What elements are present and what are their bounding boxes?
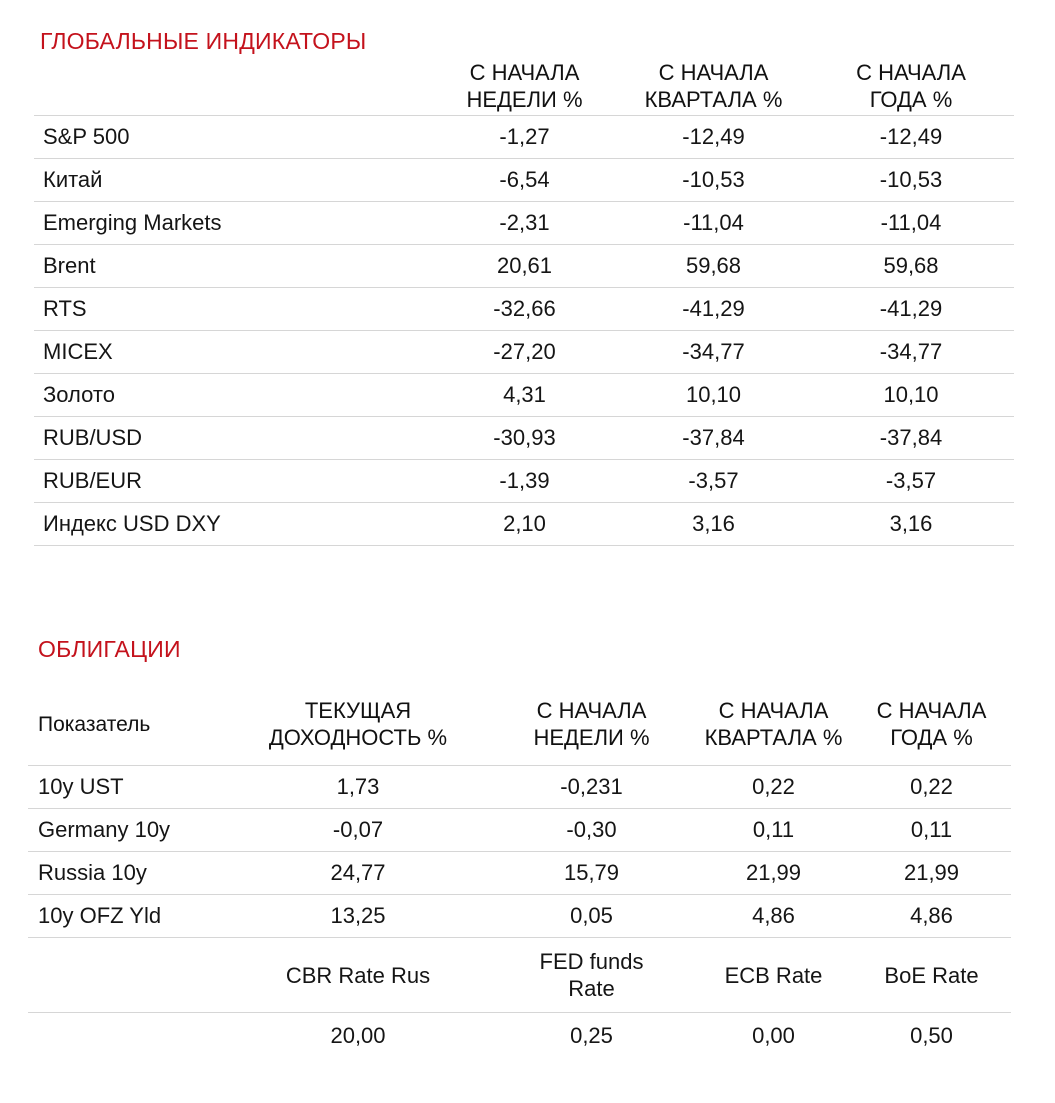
year-value: 0,22: [852, 766, 1011, 809]
week-value: -0,231: [488, 766, 695, 809]
year-value: 10,10: [808, 374, 1014, 417]
current-value: 24,77: [228, 852, 488, 895]
table-row: [34, 202, 1014, 245]
year-value: -10,53: [808, 159, 1014, 202]
current-value: -0,07: [228, 809, 488, 852]
row-label: Emerging Markets: [34, 202, 430, 245]
rate-header-cbr: [228, 938, 488, 1013]
header-line: КВАРТАЛА %: [704, 725, 843, 750]
bonds-header-row: [28, 685, 1011, 766]
quarter-value: -34,77: [619, 331, 808, 374]
global-indicators-title: ГЛОБАЛЬНЫЕ ИНДИКАТОРЫ: [40, 28, 367, 54]
bonds-header-quarter: [695, 685, 852, 766]
year-value: 0,11: [852, 809, 1011, 852]
year-value: -34,77: [808, 331, 1014, 374]
rate-value-boe: 0,50: [910, 1023, 953, 1048]
header-line: ТЕКУЩАЯ: [304, 698, 412, 723]
year-value: -3,57: [808, 460, 1014, 503]
rate-header-line: CBR Rate Rus: [285, 962, 431, 988]
header-line: НЕДЕЛИ %: [533, 725, 650, 750]
row-label: Китай: [34, 159, 430, 202]
row-label: MICEX: [34, 331, 430, 374]
table-row: [34, 417, 1014, 460]
year-value: 21,99: [852, 852, 1011, 895]
quarter-value: -41,29: [619, 288, 808, 331]
table-row: [28, 809, 1011, 852]
rate-value-fed: 0,25: [570, 1023, 613, 1048]
row-label: RTS: [34, 288, 430, 331]
row-label: 10y OFZ Yld: [28, 895, 228, 938]
header-line: С НАЧАЛА: [536, 698, 647, 723]
rate-header-line: ECB Rate: [724, 962, 823, 988]
table-row: [34, 245, 1014, 288]
week-value: 0,05: [488, 895, 695, 938]
rate-header-line: Rate: [568, 976, 615, 1001]
header-line: С НАЧАЛА: [856, 60, 966, 85]
bonds-header-label: Показатель: [28, 685, 228, 766]
year-value: -11,04: [808, 202, 1014, 245]
year-value: 4,86: [852, 895, 1011, 938]
week-value: -30,93: [430, 417, 619, 460]
global-header-row: [34, 58, 1014, 116]
rates-header-row: [28, 938, 1011, 1013]
rates-header-blank: [28, 938, 228, 1013]
year-value: -37,84: [808, 417, 1014, 460]
header-line: С НАЧАЛА: [469, 60, 580, 85]
row-label: S&P 500: [34, 116, 430, 159]
table-row: [28, 895, 1011, 938]
row-label: Germany 10y: [28, 809, 228, 852]
table-row: [34, 331, 1014, 374]
year-value: -41,29: [808, 288, 1014, 331]
bonds-header-current: [228, 685, 488, 766]
current-value: 13,25: [228, 895, 488, 938]
quarter-value: -12,49: [619, 116, 808, 159]
header-line: ДОХОДНОСТЬ %: [268, 725, 448, 750]
quarter-value: 0,11: [695, 809, 852, 852]
rate-header-boe: [852, 938, 1011, 1013]
year-value: 59,68: [808, 245, 1014, 288]
rate-header-fed: [488, 938, 695, 1013]
rate-value-ecb: 0,00: [752, 1023, 795, 1048]
quarter-value: 21,99: [695, 852, 852, 895]
bonds-title: ОБЛИГАЦИИ: [38, 636, 181, 662]
year-value: -12,49: [808, 116, 1014, 159]
header-line: КВАРТАЛА %: [644, 87, 783, 112]
global-header-week: [430, 58, 619, 116]
global-header-quarter: [619, 58, 808, 116]
week-value: -32,66: [430, 288, 619, 331]
quarter-value: -11,04: [619, 202, 808, 245]
bonds-header-year: [852, 685, 1011, 766]
quarter-value: -3,57: [619, 460, 808, 503]
row-label: Russia 10y: [28, 852, 228, 895]
week-value: -6,54: [430, 159, 619, 202]
table-row: [34, 503, 1014, 546]
quarter-value: 59,68: [619, 245, 808, 288]
row-label: 10y UST: [28, 766, 228, 809]
table-row: [28, 766, 1011, 809]
rates-values-blank: [28, 1013, 228, 1060]
quarter-value: 4,86: [695, 895, 852, 938]
row-label: Индекс USD DXY: [34, 503, 430, 546]
rate-value-cbr: 20,00: [330, 1023, 386, 1048]
header-line: С НАЧАЛА: [876, 698, 987, 723]
table-row: [34, 159, 1014, 202]
global-indicators-table: [34, 58, 1014, 546]
global-header-blank: [34, 58, 430, 116]
row-label: Золото: [34, 374, 430, 417]
week-value: 4,31: [430, 374, 619, 417]
row-label: Brent: [34, 245, 430, 288]
global-header-year: [808, 58, 1014, 116]
quarter-value: 3,16: [619, 503, 808, 546]
week-value: -1,39: [430, 460, 619, 503]
header-line: НЕДЕЛИ %: [466, 87, 583, 112]
week-value: -2,31: [430, 202, 619, 245]
week-value: -1,27: [430, 116, 619, 159]
table-row: [34, 288, 1014, 331]
week-value: -27,20: [430, 331, 619, 374]
quarter-value: 10,10: [619, 374, 808, 417]
rate-header-ecb: [695, 938, 852, 1013]
quarter-value: -37,84: [619, 417, 808, 460]
week-value: 20,61: [430, 245, 619, 288]
bonds-table: [28, 685, 1011, 1059]
rate-header-line: FED funds: [539, 949, 644, 974]
rate-header-line: BoE Rate: [884, 962, 979, 988]
row-label: RUB/USD: [34, 417, 430, 460]
header-line: ГОДА %: [890, 725, 973, 750]
row-label: RUB/EUR: [34, 460, 430, 503]
year-value: 3,16: [808, 503, 1014, 546]
header-line: ГОДА %: [869, 87, 953, 112]
quarter-value: -10,53: [619, 159, 808, 202]
quarter-value: 0,22: [695, 766, 852, 809]
header-line: С НАЧАЛА: [658, 60, 769, 85]
table-row: [34, 374, 1014, 417]
table-row: [28, 852, 1011, 895]
table-row: [34, 116, 1014, 159]
table-row: [34, 460, 1014, 503]
week-value: -0,30: [488, 809, 695, 852]
current-value: 1,73: [228, 766, 488, 809]
header-line: С НАЧАЛА: [718, 698, 829, 723]
week-value: 15,79: [488, 852, 695, 895]
week-value: 2,10: [430, 503, 619, 546]
rates-values-row: [28, 1013, 1011, 1060]
bonds-header-week: [488, 685, 695, 766]
